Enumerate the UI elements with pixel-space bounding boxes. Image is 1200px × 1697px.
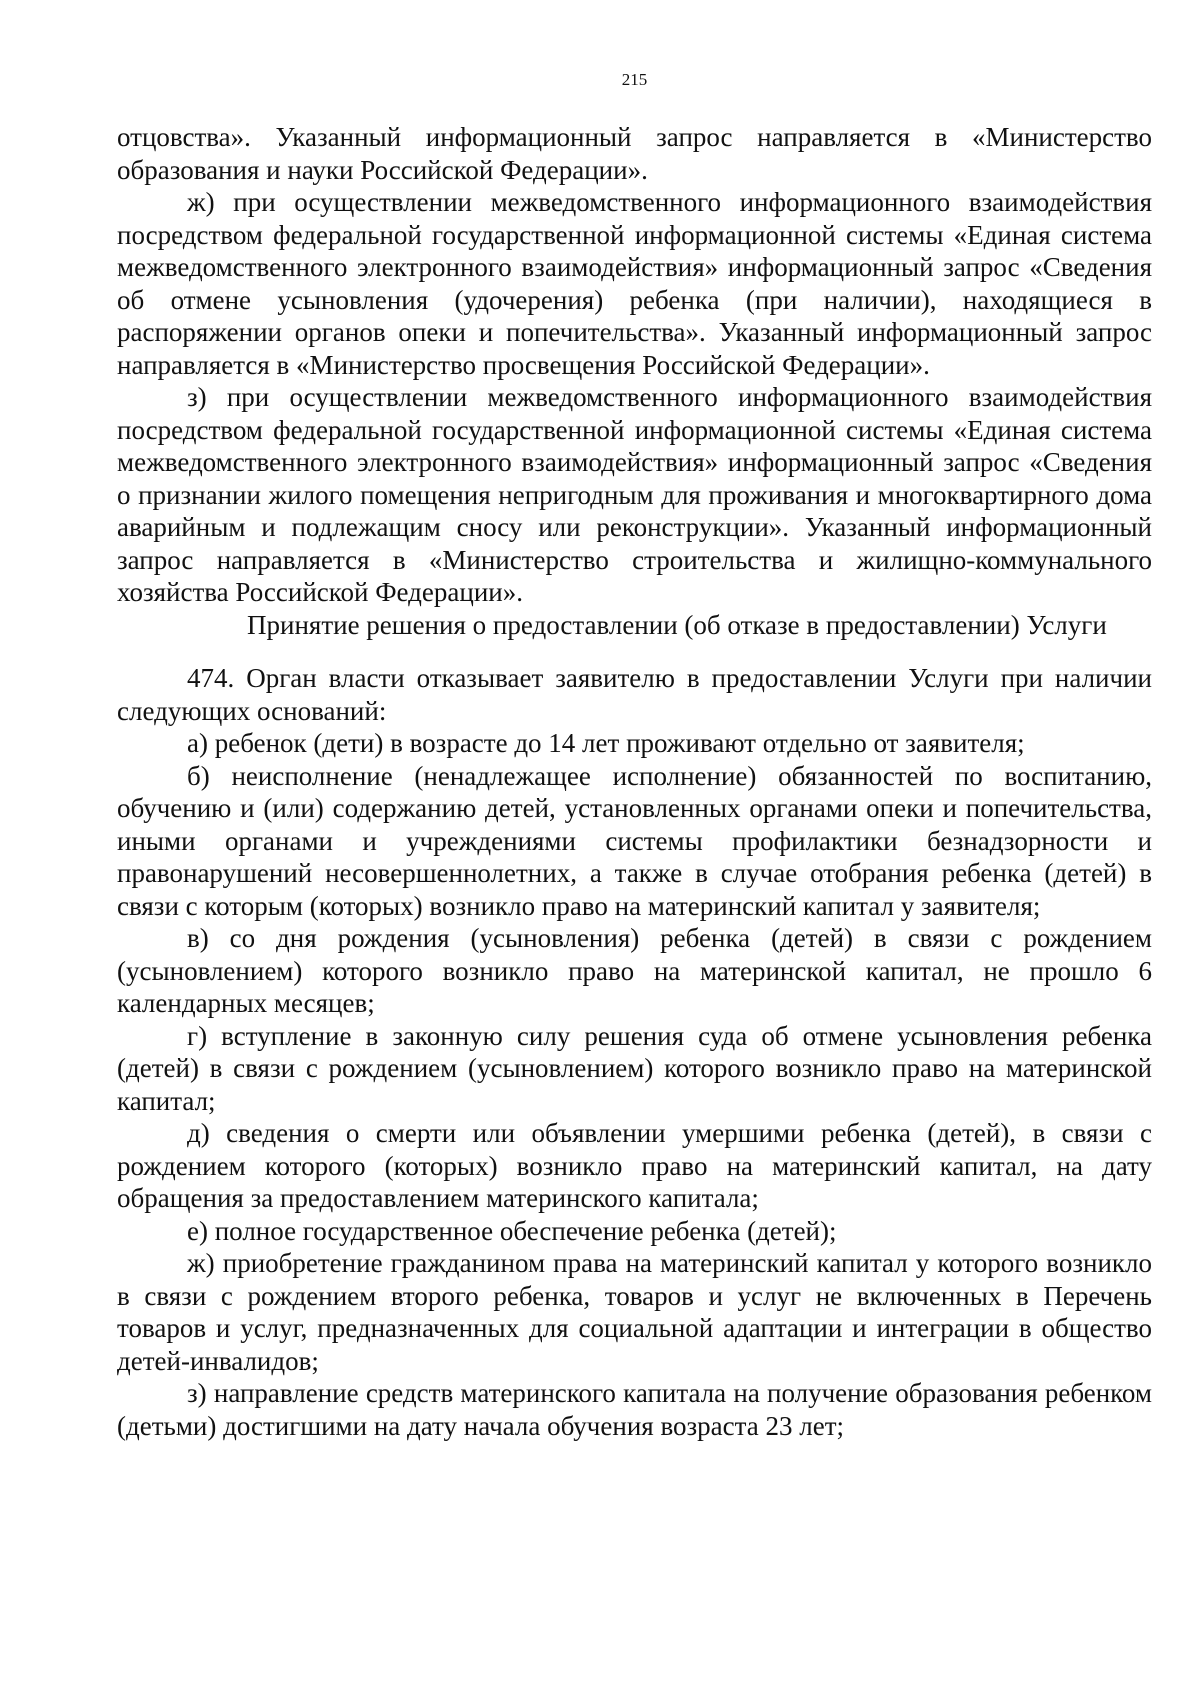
paragraph-item-z2: з) направление средств материнского капитала на получение образования ребенком (детьми) достигшими на дату начала обучения возраста 23 лет; xyxy=(117,1378,1152,1441)
section-heading: Принятие решения о предоставлении (об отказе в предоставлении) Услуги xyxy=(247,609,1107,640)
page-number: 215 xyxy=(621,70,648,89)
paragraph-item-zh2: ж) приобретение гражданином права на материнский капитал у которого возникло в связи с рождением второго ребенка, товаров и услуг не включенных в Перечень товаров и услуг, предназначенных для социальной адаптации и интеграции в общество детей-инвалидов; xyxy=(117,1248,1152,1376)
paragraph-continuation: отцовства». Указанный информационный запрос направляется в «Министерство образования и науки Российской Федерации». xyxy=(117,122,1152,185)
paragraph-item-b: б) неисполнение (ненадлежащее исполнение) обязанностей по воспитанию, обучению и (или) содержанию детей, установленных органами опеки и попечительства, иными органами и учреждениями системы профилактики безнадзорности и правонарушений несовершеннолетних, а также в случае отобрания ребенка (детей) в связи с которым (которых) возникло право на материнский капитал у заявителя; xyxy=(117,760,1152,921)
paragraph-item-e: е) полное государственное обеспечение ребенка (детей); xyxy=(187,1215,837,1246)
paragraph-item-zh: ж) при осуществлении межведомственного информационного взаимодействия посредством федеральной государственной информационной системы «Единая система межведомственного электронного взаимодействия» информационный запрос «Сведения об отмене усыновления (удочерения) ребенка (при наличии), находящиеся в распоряжении органов опеки и попечительства». Указанный информационный запрос направляется в «Министерство просвещения Российской Федерации». xyxy=(117,187,1152,380)
paragraph-item-d: д) сведения о смерти или объявлении умершими ребенка (детей), в связи с рождением которого (которых) возникло право на материнский капитал, на дату обращения за предоставлением материнского капитала; xyxy=(117,1118,1152,1213)
paragraph-item-a: а) ребенок (дети) в возрасте до 14 лет проживают отдельно от заявителя; xyxy=(187,728,1025,758)
paragraph-474: 474. Орган власти отказывает заявителю в предоставлении Услуги при наличии следующих оснований: xyxy=(117,663,1152,726)
paragraph-item-g: г) вступление в законную силу решения суда об отмене усыновления ребенка (детей) в связи с рождением (усыновлением) которого возникло право на материнской капитал; xyxy=(117,1020,1152,1116)
document-body xyxy=(117,121,1152,1442)
paragraph-item-z: з) при осуществлении межведомственного информационного взаимодействия посредством федеральной государственной информационной системы «Единая система межведомственного электронного взаимодействия» информационный запрос «Сведения о признании жилого помещения непригодным для проживания и многоквартирного дома аварийным и подлежащим сносу или реконструкции». Указанный информационный запрос направляется в «Министерство строительства и жилищно-коммунального хозяйства Российской Федерации». xyxy=(117,382,1152,607)
paragraph-item-v: в) со дня рождения (усыновления) ребенка (детей) в связи с рождением (усыновлением) которого возникло право на материнской капитал, не прошло 6 календарных месяцев; xyxy=(117,923,1152,1018)
